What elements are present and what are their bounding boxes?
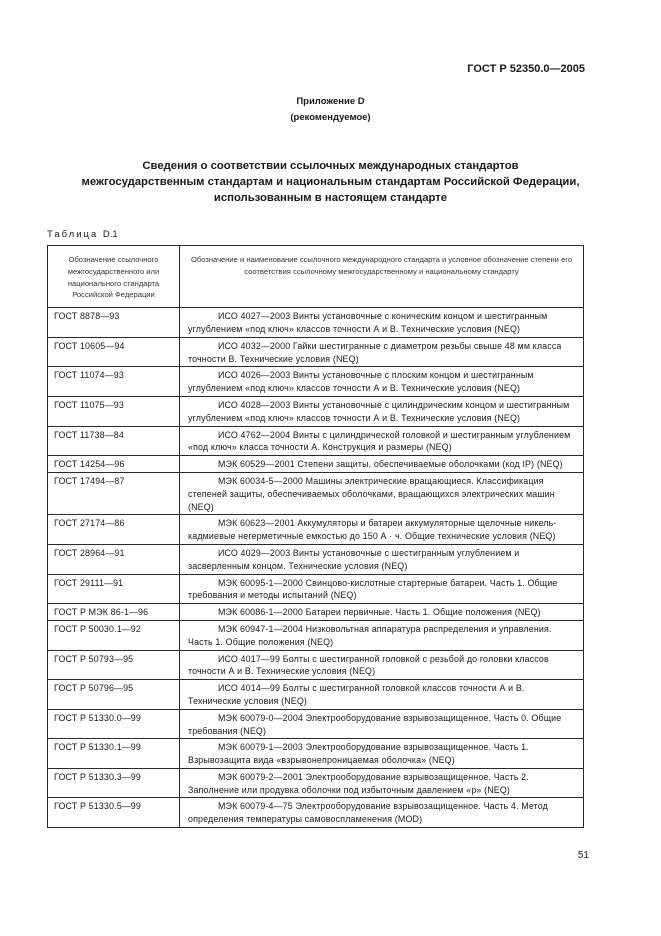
appendix-heading <box>0 94 661 126</box>
title-line-1: Сведения о соответствии ссылочных международных стандартов <box>142 160 519 172</box>
standard-description-cell: ИСО 4027—2003 Винты установочные с коническим концом и шестигранным углублением «под ключ» классов точности А и В. Технические условия (NEQ) <box>180 308 584 338</box>
standards-table <box>47 245 584 828</box>
standard-description-cell: ИСО 4029—2003 Винты установочные с шестигранным углублением и засверленным концом. Технические условия (NEQ) <box>180 544 584 574</box>
standard-code-cell: ГОСТ 29111—91 <box>48 574 180 604</box>
table-row <box>48 574 584 604</box>
standard-description-cell: ИСО 4017—99 Болты с шестигранной головкой с резьбой до головки классов точности А и В. Технические условия (NEQ) <box>180 650 584 680</box>
standard-code-cell: ГОСТ 11738—84 <box>48 426 180 456</box>
standard-description-cell: МЭК 60079-4—75 Электрооборудование взрывозащищенное. Часть 4. Метод определения температуры самовоспламенения (MOD) <box>180 798 584 828</box>
table-body <box>48 308 584 828</box>
table-row <box>48 604 584 621</box>
table-row <box>48 456 584 473</box>
standard-description-cell: ИСО 4026—2003 Винты установочные с плоским концом и шестигранным углублением «под ключ» классов точности А и В. Технические условия (NEQ) <box>180 367 584 397</box>
standard-description-cell: МЭК 60079-2—2001 Электрооборудование взрывозащищенное. Часть 2. Заполнение или продувка оболочки под избыточным давлением «р» (NEQ) <box>180 768 584 798</box>
page-number: 51 <box>577 850 589 861</box>
standard-description-cell: МЭК 60623—2001 Аккумуляторы и батареи аккумуляторные щелочные никель-кадмиевые негерметичные емкостью до 150 А · ч. Общие технические условия (NEQ) <box>180 515 584 545</box>
col1-header: Обозначение ссылочного межгосударственного или национального стандарта Российской Федерации <box>48 246 180 308</box>
table-row <box>48 620 584 650</box>
standard-description-cell: ИСО 4014—99 Болты с шестигранной головкой классов точности А и В. Технические условия (NEQ) <box>180 680 584 710</box>
table-row <box>48 768 584 798</box>
table-row <box>48 709 584 739</box>
table-row <box>48 739 584 769</box>
table-header-row <box>48 246 584 308</box>
table-row <box>48 650 584 680</box>
table-row <box>48 515 584 545</box>
standard-description-cell: МЭК 60947-1—2004 Низковольтная аппаратура распределения и управления. Часть 1. Общие положения (NEQ) <box>180 620 584 650</box>
standard-code-cell: ГОСТ 27174—86 <box>48 515 180 545</box>
appendix-subtitle: (рекомендуемое) <box>290 112 371 123</box>
title-line-3: использованным в настоящем стандарте <box>213 192 448 204</box>
standard-description-cell: МЭК 60086-1—2000 Батареи первичные. Часть 1. Общие положения (NEQ) <box>180 604 584 621</box>
table-row <box>48 472 584 514</box>
table-row <box>48 308 584 338</box>
table-row <box>48 798 584 828</box>
standard-description-cell: ИСО 4028—2003 Винты установочные с цилиндрическим концом и шестигранным углублением «под ключ» классов точности А и В. Технические условия (NEQ) <box>180 396 584 426</box>
document-code: ГОСТ Р 52350.0—2005 <box>467 63 585 75</box>
standard-description-cell: ИСО 4032—2000 Гайки шестигранные с диаметром резьбы свыше 48 мм класса точности В. Технические условия (NEQ) <box>180 337 584 367</box>
standard-code-cell: ГОСТ 11074—93 <box>48 367 180 397</box>
standard-code-cell: ГОСТ Р 51330.0—99 <box>48 709 180 739</box>
standard-code-cell: ГОСТ 11075—93 <box>48 396 180 426</box>
standard-code-cell: ГОСТ Р 51330.1—99 <box>48 739 180 769</box>
standard-code-cell: ГОСТ 28964—91 <box>48 544 180 574</box>
standard-description-cell: МЭК 60079-0—2004 Электрооборудование взрывозащищенное. Часть 0. Общие требования (NEQ) <box>180 709 584 739</box>
appendix-title: Приложение D <box>296 96 365 107</box>
standard-description-cell: ИСО 4762—2004 Винты с цилиндрической головкой и шестигранным углублением «под ключ» класса точности А. Конструкция и размеры (NEQ) <box>180 426 584 456</box>
standard-code-cell: ГОСТ Р 50030.1—92 <box>48 620 180 650</box>
standard-code-cell: ГОСТ Р 51330.5—99 <box>48 798 180 828</box>
standard-code-cell: ГОСТ 17494—87 <box>48 472 180 514</box>
table-row <box>48 680 584 710</box>
standard-description-cell: МЭК 60079-1—2003 Электрооборудование взрывозащищенное. Часть 1. Взрывозащита вида «взрывонепроницаемая оболочка» (NEQ) <box>180 739 584 769</box>
col2-header: Обозначение и наименование ссылочного международного стандарта и условное обозначение степени его соответствия ссылочному межгосударственному и национальному стандарту <box>180 246 584 308</box>
standard-code-cell: ГОСТ Р 50793—95 <box>48 650 180 680</box>
table-row <box>48 367 584 397</box>
table-row <box>48 337 584 367</box>
standard-description-cell: МЭК 60034-5—2000 Машины электрические вращающиеся. Классификация степеней защиты, обеспечиваемых оболочками, вращающихся электрических машин (NEQ) <box>180 472 584 514</box>
table-caption-number: D.1 <box>102 229 118 240</box>
table-row <box>48 544 584 574</box>
table-row <box>48 396 584 426</box>
table-row <box>48 426 584 456</box>
standard-code-cell: ГОСТ 8878—93 <box>48 308 180 338</box>
standard-code-cell: ГОСТ 14254—96 <box>48 456 180 473</box>
standard-code-cell: ГОСТ Р МЭК 86-1—96 <box>48 604 180 621</box>
title-line-2: межгосударственным стандартам и национальным стандартам Российской Федерации, <box>81 176 580 188</box>
standard-code-cell: ГОСТ Р 51330.3—99 <box>48 768 180 798</box>
standard-description-cell: МЭК 60095-1—2000 Свинцово-кислотные стартерные батареи. Часть 1. Общие требования и методы испытаний (NEQ) <box>180 574 584 604</box>
standard-code-cell: ГОСТ 10605—94 <box>48 337 180 367</box>
table-caption-label: Таблица <box>47 229 99 240</box>
document-title <box>40 158 621 206</box>
standard-description-cell: МЭК 60529—2001 Степени защиты, обеспечиваемые оболочками (код IP) (NEQ) <box>180 456 584 473</box>
table-caption <box>47 229 118 240</box>
standard-code-cell: ГОСТ Р 50796—95 <box>48 680 180 710</box>
